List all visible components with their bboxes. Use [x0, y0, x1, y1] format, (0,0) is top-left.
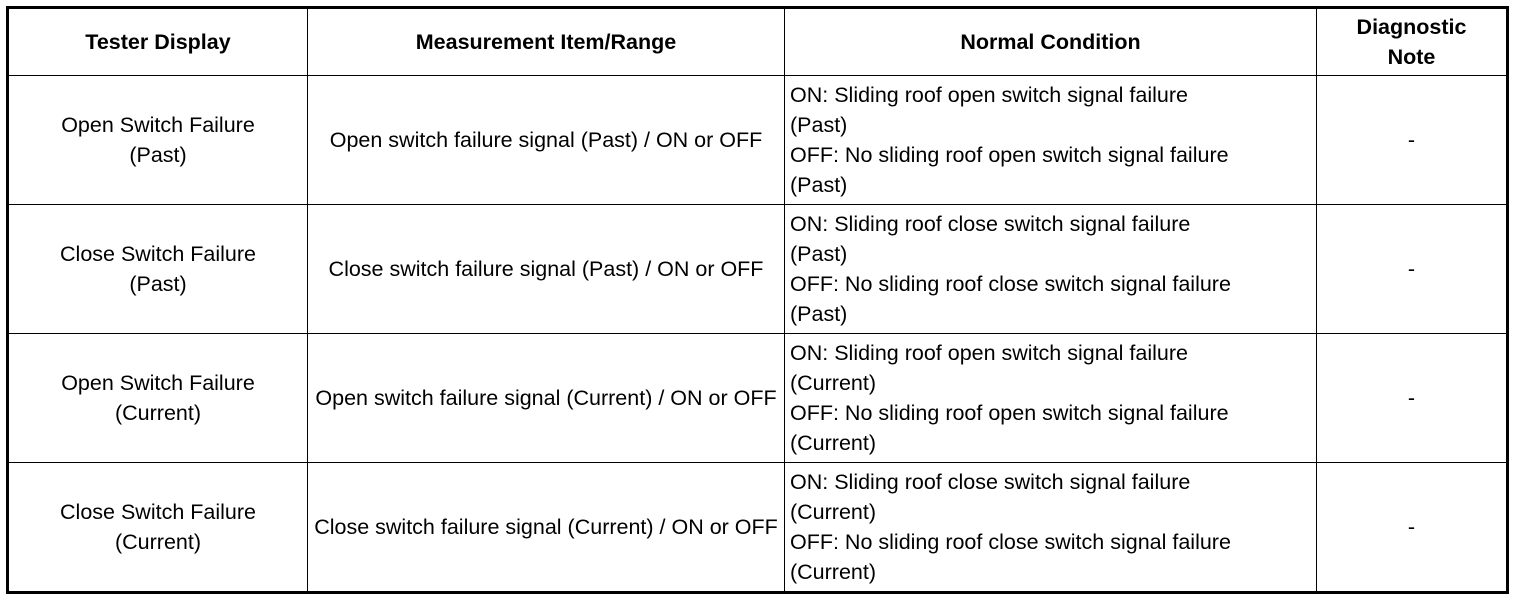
header-measurement-item-range: Measurement Item/Range — [308, 8, 785, 76]
tester-display-cell — [8, 334, 308, 463]
condition-on-text: ON: Sliding roof open switch signal failure — [790, 341, 1188, 365]
condition-off-text: OFF: No sliding roof open switch signal failure — [790, 143, 1229, 167]
normal-condition-cell — [785, 205, 1317, 334]
tester-display-name: Close Switch Failure — [60, 242, 256, 266]
measurement-cell: Open switch failure signal (Past) / ON or OFF — [308, 76, 785, 205]
condition-off-qualifier: (Past) — [790, 173, 848, 197]
header-row — [8, 8, 1508, 76]
header-tester-display: Tester Display — [8, 8, 308, 76]
tester-display-cell — [8, 205, 308, 334]
tester-display-qualifier: (Current) — [114, 401, 201, 425]
condition-on-qualifier: (Current) — [790, 371, 877, 395]
tester-display-name: Open Switch Failure — [61, 371, 255, 395]
table-row — [8, 463, 1508, 593]
tester-display-name: Open Switch Failure — [61, 113, 255, 137]
tester-display-cell — [8, 76, 308, 205]
table-row — [8, 205, 1508, 334]
condition-off-text: OFF: No sliding roof close switch signal failure — [790, 272, 1231, 296]
condition-on-text: ON: Sliding roof close switch signal failure — [790, 470, 1191, 494]
normal-condition-cell — [785, 76, 1317, 205]
tester-display-qualifier: (Past) — [129, 143, 187, 167]
header-diagnostic-note: Diagnostic Note — [1317, 8, 1508, 76]
condition-off-text: OFF: No sliding roof close switch signal failure — [790, 530, 1231, 554]
measurement-cell: Close switch failure signal (Past) / ON or OFF — [308, 205, 785, 334]
tester-display-qualifier: (Current) — [114, 530, 201, 554]
diagnostic-note-cell: - — [1317, 463, 1508, 593]
condition-on-qualifier: (Current) — [790, 500, 877, 524]
condition-on-qualifier: (Past) — [790, 113, 848, 137]
condition-on-text: ON: Sliding roof close switch signal failure — [790, 212, 1191, 236]
diagnostic-note-cell: - — [1317, 334, 1508, 463]
normal-condition-cell — [785, 334, 1317, 463]
condition-off-qualifier: (Current) — [790, 431, 877, 455]
measurement-cell: Close switch failure signal (Current) / ON or OFF — [308, 463, 785, 593]
condition-off-text: OFF: No sliding roof open switch signal failure — [790, 401, 1229, 425]
measurement-cell: Open switch failure signal (Current) / ON or OFF — [308, 334, 785, 463]
tester-display-cell — [8, 463, 308, 593]
normal-condition-cell — [785, 463, 1317, 593]
diagnostic-note-cell: - — [1317, 205, 1508, 334]
tester-display-name: Close Switch Failure — [60, 500, 256, 524]
table-row — [8, 76, 1508, 205]
tester-display-qualifier: (Past) — [129, 272, 187, 296]
diagnostic-note-cell: - — [1317, 76, 1508, 205]
condition-on-text: ON: Sliding roof open switch signal failure — [790, 83, 1188, 107]
header-normal-condition: Normal Condition — [785, 8, 1317, 76]
condition-off-qualifier: (Current) — [790, 560, 877, 584]
table-row — [8, 334, 1508, 463]
condition-on-qualifier: (Past) — [790, 242, 848, 266]
data-list-table — [6, 6, 1509, 594]
condition-off-qualifier: (Past) — [790, 302, 848, 326]
